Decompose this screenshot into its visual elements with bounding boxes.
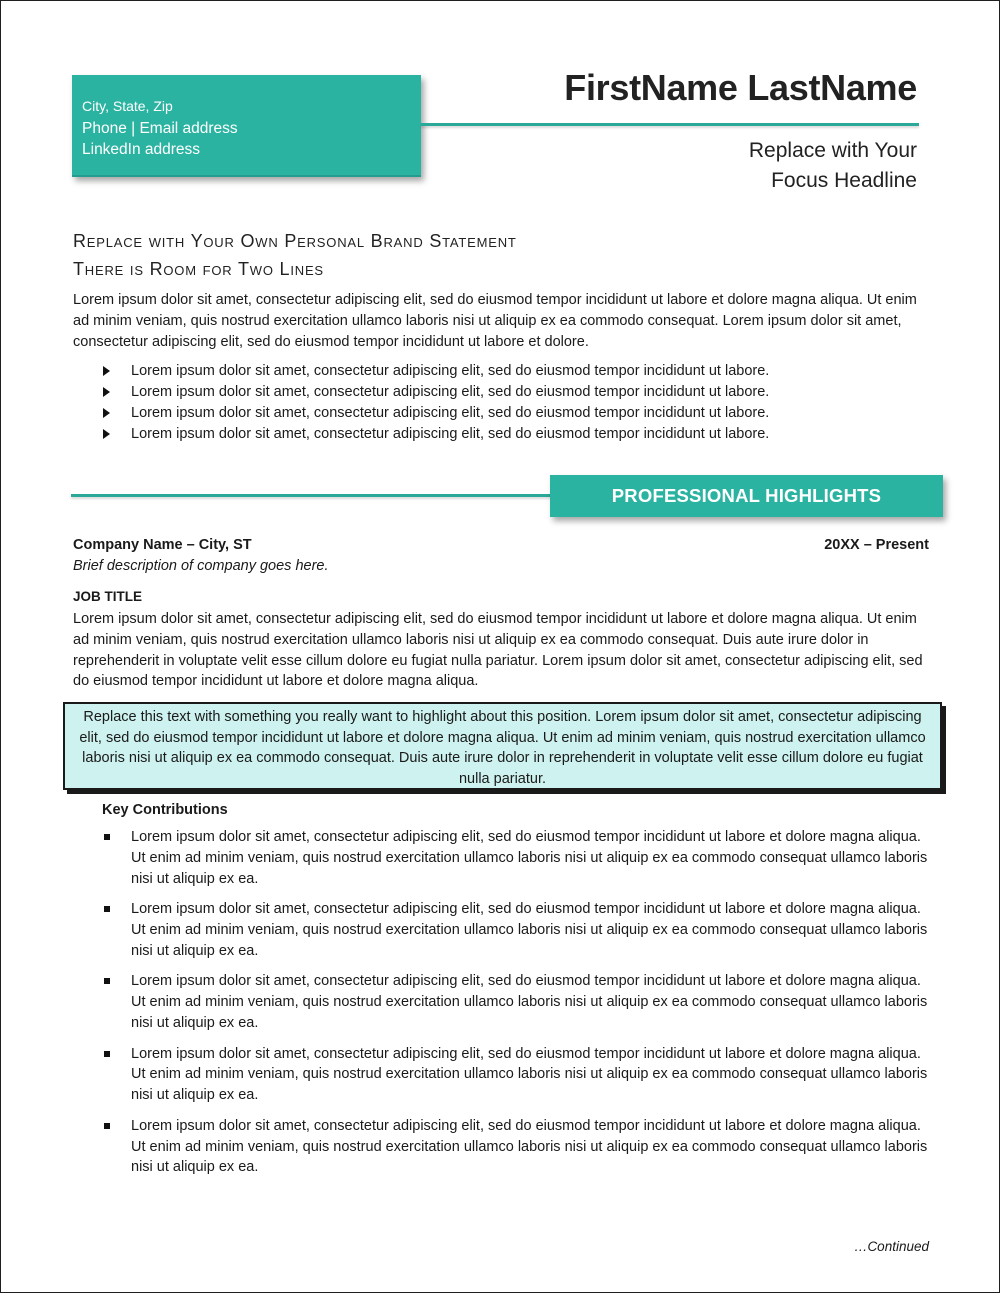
employment-dates: 20XX – Present	[824, 537, 929, 553]
header-divider	[421, 123, 919, 126]
list-item	[101, 403, 769, 424]
job-paragraph: Lorem ipsum dolor sit amet, consectetur adipiscing elit, sed do eiusmod tempor incididunt ut labore et dolore magna aliqua. Ut enim ad minim veniam, quis nostrud exercitation ullamco laboris nisi ut aliquip ex ea commodo consequat. Duis aute irure dolor in reprehenderit in voluptate velit esse cillum dolore eu fugiat nulla pariatur. Lorem ipsum dolor sit amet, consectetur adipiscing elit, sed do eiusmod tempor incididunt ut labore et dolore magna aliqua.	[73, 611, 923, 690]
contact-box	[72, 75, 421, 177]
list-item-text: Lorem ipsum dolor sit amet, consectetur adipiscing elit, sed do eiusmod tempor incididunt ut labore et dolore magna aliqua. Ut enim ad minim veniam, quis nostrud exercitation ullamco laboris nisi ut aliquip ex ea commodo consequat ullamco laboris nisi ut aliquip ex ea.	[131, 829, 928, 887]
list-item	[101, 1044, 931, 1106]
focus-headline-line1: Replace with Your	[748, 139, 917, 162]
list-item-text: Lorem ipsum dolor sit amet, consectetur adipiscing elit, sed do eiusmod tempor incididunt ut labore et dolore magna aliqua. Ut enim ad minim veniam, quis nostrud exercitation ullamco laboris nisi ut aliquip ex ea commodo consequat ullamco laboris nisi ut aliquip ex ea.	[131, 901, 928, 959]
list-item	[101, 827, 931, 889]
brand-statement	[73, 227, 517, 283]
list-item	[101, 424, 769, 445]
list-item	[101, 971, 931, 1033]
list-item-text: Lorem ipsum dolor sit amet, consectetur adipiscing elit, sed do eiusmod tempor incididunt ut labore.	[131, 384, 770, 400]
contact-linkedin: LinkedIn address	[82, 141, 201, 158]
brand-statement-line1: Replace with Your Own Personal Brand Statement	[73, 231, 517, 251]
intro-bullet-list	[101, 361, 769, 445]
contact-phone-email: Phone | Email address	[82, 119, 238, 137]
square-bullet-icon	[104, 834, 110, 840]
list-item-text: Lorem ipsum dolor sit amet, consectetur adipiscing elit, sed do eiusmod tempor incididunt ut labore.	[131, 363, 770, 379]
arrow-bullet-icon	[103, 408, 110, 418]
focus-headline	[749, 136, 917, 196]
square-bullet-icon	[104, 1123, 110, 1129]
list-item-text: Lorem ipsum dolor sit amet, consectetur adipiscing elit, sed do eiusmod tempor incididunt ut labore.	[131, 426, 770, 442]
square-bullet-icon	[104, 1051, 110, 1057]
candidate-name: FirstName LastName	[564, 67, 917, 108]
arrow-bullet-icon	[103, 366, 110, 376]
list-item-text: Lorem ipsum dolor sit amet, consectetur adipiscing elit, sed do eiusmod tempor incididunt ut labore.	[131, 405, 770, 421]
position-highlight-box: Replace this text with something you really want to highlight about this position. Lorem ipsum dolor sit amet, consectetur adipiscing elit, sed do eiusmod tempor incididunt ut labore et dolore magna aliqua. Ut enim ad minim veniam, quis nostrud exercitation ullamco laboris nisi ut aliquip ex ea commodo consequat. Duis aute irure dolor in reprehenderit in voluptate velit esse cillum dolore eu fugiat nulla pariatur.	[63, 702, 942, 790]
contact-location: City, State, Zip	[82, 98, 173, 114]
section-divider	[71, 494, 551, 497]
brand-statement-line2: There is Room for Two Lines	[73, 259, 324, 279]
list-item	[101, 382, 769, 403]
company-name: Company Name – City, ST	[73, 537, 252, 553]
intro-paragraph: Lorem ipsum dolor sit amet, consectetur adipiscing elit, sed do eiusmod tempor incididunt ut labore et dolore magna aliqua. Ut enim ad minim veniam, quis nostrud exercitation ullamco laboris nisi ut aliquip ex ea commodo consequat. Lorem ipsum dolor sit amet, consectetur adipiscing elit, sed do eiusmod tempor incididunt ut labore et dolore.	[73, 292, 917, 350]
company-description: Brief description of company goes here.	[73, 558, 329, 574]
square-bullet-icon	[104, 906, 110, 912]
arrow-bullet-icon	[103, 429, 110, 439]
key-contributions-heading: Key Contributions	[102, 802, 228, 818]
job-title: JOB TITLE	[73, 589, 143, 604]
key-contributions-list	[101, 827, 931, 1188]
list-item	[101, 899, 931, 961]
section-heading-professional-highlights: PROFESSIONAL HIGHLIGHTS	[550, 475, 943, 517]
square-bullet-icon	[104, 978, 110, 984]
arrow-bullet-icon	[103, 387, 110, 397]
list-item	[101, 1116, 931, 1178]
focus-headline-line2: Focus Headline	[771, 169, 917, 192]
list-item	[101, 361, 769, 382]
list-item-text: Lorem ipsum dolor sit amet, consectetur adipiscing elit, sed do eiusmod tempor incididunt ut labore et dolore magna aliqua. Ut enim ad minim veniam, quis nostrud exercitation ullamco laboris nisi ut aliquip ex ea commodo consequat ullamco laboris nisi ut aliquip ex ea.	[131, 1045, 928, 1104]
list-item-text: Lorem ipsum dolor sit amet, consectetur adipiscing elit, sed do eiusmod tempor incididunt ut labore et dolore magna aliqua. Ut enim ad minim veniam, quis nostrud exercitation ullamco laboris nisi ut aliquip ex ea commodo consequat ullamco laboris nisi ut aliquip ex ea.	[131, 973, 928, 1031]
list-item-text: Lorem ipsum dolor sit amet, consectetur adipiscing elit, sed do eiusmod tempor incididunt ut labore et dolore magna aliqua. Ut enim ad minim veniam, quis nostrud exercitation ullamco laboris nisi ut aliquip ex ea commodo consequat ullamco laboris nisi ut aliquip ex ea.	[131, 1117, 928, 1176]
continued-note: …Continued	[853, 1239, 929, 1254]
